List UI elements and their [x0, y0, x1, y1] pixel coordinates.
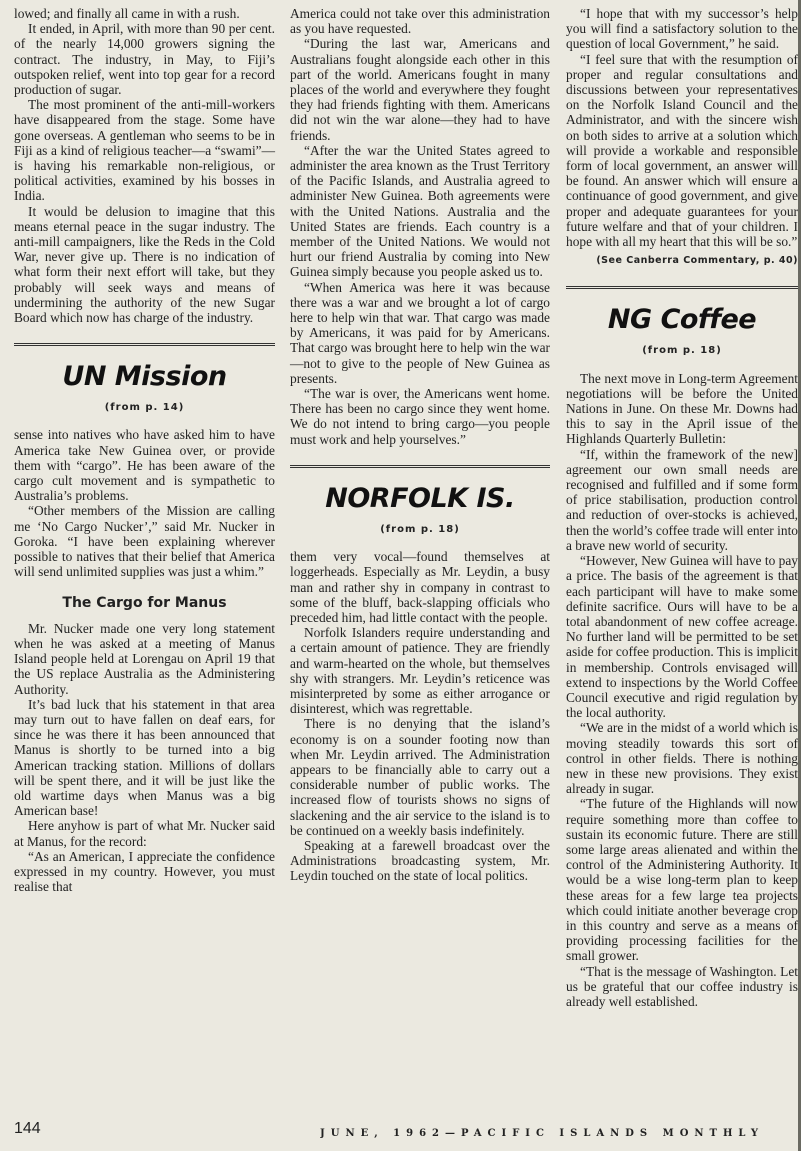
paragraph: “That is the message of Washington. Let us be grateful that our coffee industry is already well established. [566, 963, 798, 1009]
section-divider [566, 286, 798, 289]
section-divider [290, 465, 550, 468]
norfolk-heading: NORFOLK IS. [325, 482, 515, 514]
paragraph: them very vocal—found themselves at loggerheads. Especially as Mr. Leydin, a busy man and rather shy in company in contrast to some of the bluff, back-slapping officials who preceded him, had little contact with the people. [290, 549, 550, 625]
paragraph: lowed; and finally all came in with a rush. [14, 6, 240, 21]
paragraph: “Other members of the Mission are calling me ‘No Cargo Nucker’,” said Mr. Nucker in Goroka. “I have been explaining wherever possible to natives that their belief that America will send unlimited supplies was just a whim.” [14, 503, 275, 580]
paragraph: It would be delusion to imagine that this means eternal peace in the sugar industry. The anti-mill campaigners, like the Reds in the Cold War, never give up. There is no indication of what form their next effort will take, but they probably will seek ways and means of undermining the authority of the new Sugar Board which now has charge of the industry. [14, 203, 275, 326]
cargo-for-manus-subheading: The Cargo for Manus [62, 594, 227, 611]
column-1 [14, 6, 275, 894]
paragraph: The most prominent of the anti-mill-workers have disappeared from the stage. Some have gone overseas. A gentleman who seems to be in Fiji as a kind of religious teacher—a “swami”—is having his remarkable non-religious, or political activities, examined by his bosses in India. [14, 97, 275, 204]
column-2 [290, 6, 550, 884]
paragraph: “During the last war, Americans and Australians fought alongside each other in this part of the world. Americans fought in many places of the world and everywhere they fought they had friends fighting with them. Americans did not win the war alone—they had to have friends. [290, 36, 550, 143]
paragraph: “When America was here it was because there was a war and we brought a lot of cargo here to help win that war. That cargo was made by Americans, it was paid for by Americans. That cargo was brought here to help win the war—not to give to the people of New Guinea as presents. [290, 279, 550, 386]
paragraph: “The war is over, the Americans went home. There has been no cargo since they went home. We do not intend to bring cargo—you people must work and help yourselves.” [290, 386, 550, 447]
paragraph: Norfolk Islanders require understanding and a certain amount of patience. They are friendly and warm-hearted on the whole, but themselves shy with strangers. Mr. Leydin’s reticence was misinterpreted by some as either arrogance or disinterest, which was regrettable. [290, 625, 550, 717]
un-mission-heading: UN Mission [62, 361, 227, 393]
paragraph: Speaking at a farewell broadcast over the Administrations broadcasting system, Mr. Leydin touched on the state of local politics. [290, 837, 550, 884]
paragraph: “We are in the midst of a world which is moving steadily towards this sort of control in other fields. There is nothing new in these new provisions. They exist already in sugar. [566, 720, 798, 797]
paragraph: “After the war the United States agreed to administer the area known as the Trust Territory of the Pacific Islands, and Australia agreed to administer New Guinea. Both agreements were with the United Nations. Australia and the United States are friends. Each country is a member of the United Nations. We would not hurt our friend Australia by coming into New Guinea simply because you people asked us to. [290, 142, 550, 280]
paragraph: There is no denying that the island’s economy is on a sounder footing now than when Mr. Leydin arrived. The Administration appears to be financially able to carry out a considerable number of public works. The increased flow of tourists shows no signs of slackening and the air service to the island is to be continued on a weekly basis indefinitely. [290, 716, 550, 838]
page-number: 144 [14, 1120, 41, 1137]
cross-reference-note: (See Canberra Commentary, p. 40) [596, 255, 798, 267]
continued-from-label: (from p. 14) [104, 402, 185, 414]
sugar-article-continuation [14, 6, 275, 325]
paragraph: sense into natives who have asked him to have America take New Guinea over, or provide them with “cargo”. He has been aware of the cargo cult movement and is sympathetic to Australia’s problems. [14, 427, 275, 504]
paragraph: The next move in Long-term Agreement negotiations will be before the United Nations in June. On these Mr. Downs had this to say in the April issue of the Highlands Quarterly Bulletin: [566, 370, 798, 447]
ng-coffee-heading: NG Coffee [607, 304, 757, 336]
column-3 [566, 6, 798, 1009]
paragraph: “I hope that with my successor’s help you will find a satisfactory solution to the question of local Government,” he said. [566, 6, 798, 52]
continued-from-label: (from p. 18) [380, 523, 460, 535]
paragraph: “The future of the Highlands will now require something more than coffee to sustain its economic future. There are still some large areas alienated and within the control of the Administering Authority. It would be a wise long-term plan to keep these areas for a few large tea projects which could initiate another beverage crop in this country and serve as a means of providing processing facilities for the small grower. [566, 796, 798, 964]
paragraph: Here anyhow is part of what Mr. Nucker said at Manus, for the record: [14, 818, 275, 849]
paragraph: “As an American, I appreciate the confidence expressed in my country. However, you must realise that [14, 848, 275, 895]
paragraph: “I feel sure that with the resumption of proper and regular consultations and discussions between your representatives on the Norfolk Island Council and the Administrator, and with the sincere wish on both sides to arrive at a solution which will provide a workable and responsible form of local government, an answer will be found. An answer which will ensure a continuance of good government, and give proper and adequate guarantees for your future welfare and that of your children. I hope with all my heart that this will be so.” [566, 51, 798, 250]
paragraph: “If, within the framework of the new] agreement our own small needs are recognised and fulfilled and if some form of price stabilisation, production control and reduction of over-stocks is achieved, then the world’s coffee trade will enter into a brave new world of security. [566, 446, 798, 553]
paragraph: It ended, in April, with more than 90 per cent. of the nearly 14,000 growers signing the contract. The industry, in May, to Fiji’s outspoken relief, went into top gear for a record production of sugar. [14, 21, 275, 98]
section-divider [14, 343, 275, 346]
paragraph: It’s bad luck that his statement in that area may turn out to have fallen on deaf ears, for since he was there it has been announced that Manus is shortly to be turned into a big American tracking station. Millions of dollars will be spent there, and it will be just like the old wartime days when Manus was a big American base! [14, 696, 275, 819]
paragraph: Mr. Nucker made one very long statement when he was asked at a meeting of Manus Island people held at Lorengau on April 19 that the US replace Australia as the Administering Authority. [14, 620, 275, 697]
paragraph: America could not take over this administration as you have requested. [290, 6, 550, 37]
continued-from-label: (from p. 18) [642, 345, 722, 357]
running-footer: JUNE, 1962—PACIFIC ISLANDS MONTHLY [320, 1128, 764, 1139]
paragraph: “However, New Guinea will have to pay a price. The basis of the agreement is that each participant will have to make some definite sacrifice. Ours will have to be a total abandonment of new coffee acreage. No further land will be permitted to be set aside for coffee production. This is implicit in membership. Controls envisaged will extend to inspections by the World Coffee Council executive and rigid regulation by the local authority. [566, 553, 798, 721]
